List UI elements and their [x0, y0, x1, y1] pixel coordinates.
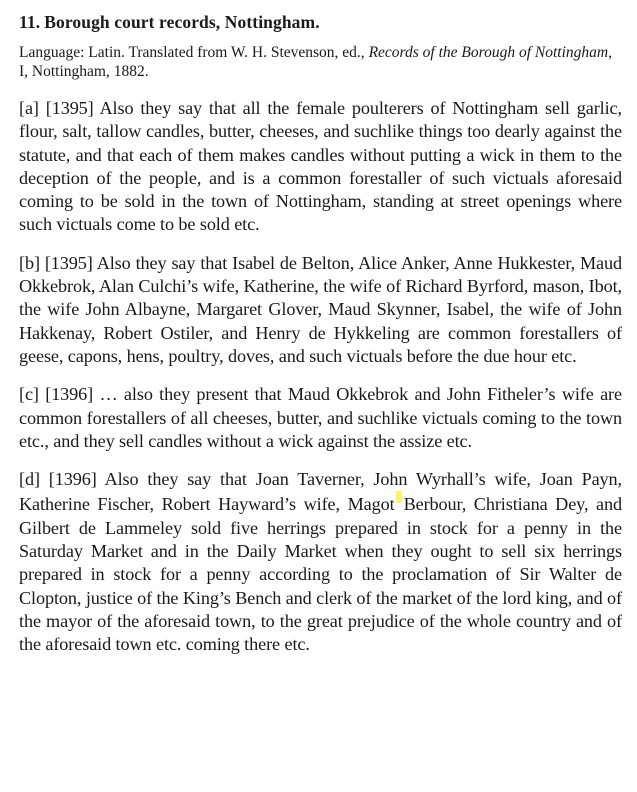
entry-d	[19, 468, 622, 656]
entry-b-text: Also they say that Isabel de Belton, Alice Anker, Anne Hukkester, Maud Okkebrok, Alan Culchi’s wife, Katherine, the wife of Richard Byrford, mason, Ibot, the wife John Albayne, Margaret Glover, Maud Skynner, Isabel, the wife of John Hakkenay, Robert Ostiler, and Henry de Hykkeling are common forestallers of geese, capons, hens, poultry, doves, and such victuals before the due hour etc.	[19, 252, 622, 366]
source-prefix: Language: Latin. Translated from W. H. Stevenson, ed.,	[19, 44, 369, 61]
source-book-title: Records of the Borough of Nottingham	[368, 44, 609, 61]
source-note	[19, 43, 622, 81]
entry-c-tag: [c] [1396]	[19, 384, 94, 405]
entry-d-text-end: Berbour, Christiana Dey, and Gilbert de Lammeley sold five herrings prepared in stock for a penny in the Saturday Market and in the Daily Market when they ought to sell six herrings prepared in stock for a penny according to the proclamation of Sir Walter de Clopton, justice of the King’s Bench and clerk of the market of the lord king, and of the mayor of the aforesaid town, to the great prejudice of the whole country and of the aforesaid town etc. coming there etc.	[19, 494, 622, 655]
entry-a-text: Also they say that all the female poulterers of Nottingham sell garlic, flour, salt, tallow candles, butter, cheeses, and suchlike things too dearly against the statute, and that each of them makes candles without putting a wick in them to the deception of the people, and is a common forestaller of such victuals aforesaid coming to be sold in the town of Nottingham, standing at street openings where such victuals come to be sold etc.	[19, 98, 622, 235]
entry-a-tag: [a] [1395]	[19, 98, 94, 118]
entry-d-text-start: Also they say that Joan Taverner, John Wyrhall’s wife, Joan Payn, Katherine Fischer, Robert Hayward’s wife, Magot	[19, 469, 622, 515]
section-number: 11.	[19, 12, 41, 32]
section-heading	[19, 10, 622, 34]
entry-c-text: … also they present that Maud Okkebrok and John Fitheler’s wife are common forestallers of all cheeses, butter, and suchlike victuals coming to the town etc., and they sell candles without a wick against the assize etc.	[19, 384, 622, 451]
section-title: Borough court records, Nottingham.	[44, 12, 320, 32]
highlight-mark	[396, 491, 402, 503]
entry-b-tag: [b] [1395]	[19, 252, 93, 273]
document-page	[19, 10, 622, 672]
entry-c	[19, 383, 622, 453]
entry-d-tag: [d] [1396]	[19, 469, 97, 490]
source-suffix: , I, Nottingham, 1882.	[19, 44, 612, 80]
entry-b	[19, 252, 622, 368]
entry-a	[19, 97, 622, 237]
